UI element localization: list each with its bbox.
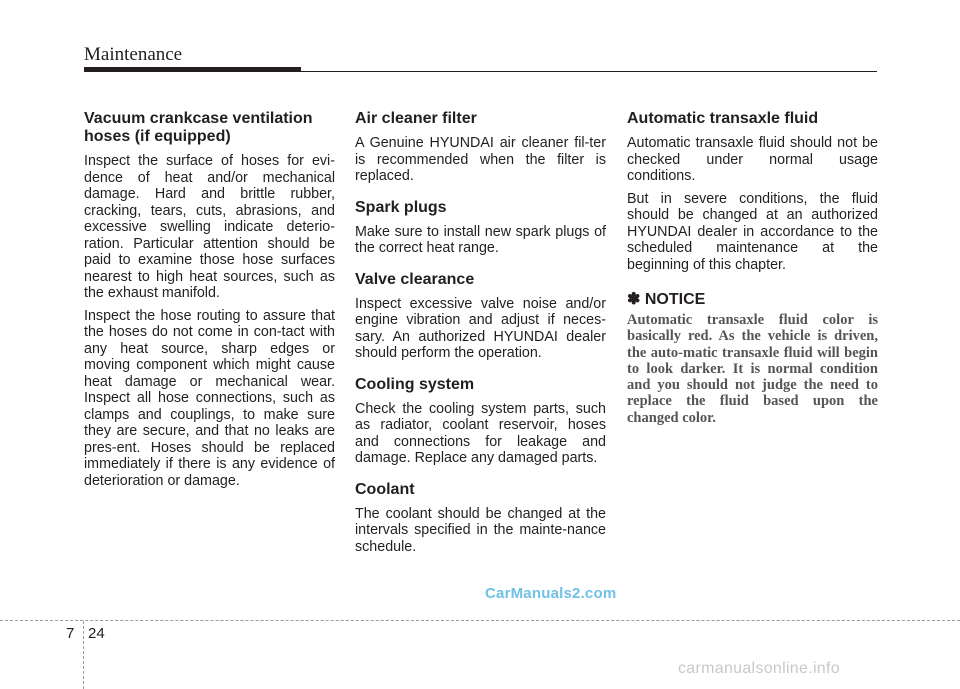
column-middle: [355, 110, 606, 561]
footer-divider: [0, 620, 960, 621]
paragraph: Make sure to install new spark plugs of the correct heat range.: [355, 223, 606, 256]
section-heading-air-cleaner: Air cleaner filter: [355, 110, 477, 127]
section-heading-cooling-system: Cooling system: [355, 375, 475, 393]
paragraph: A Genuine HYUNDAI air cleaner fil-ter is recommended when the filter is replaced.: [355, 135, 606, 184]
paragraph: Inspect excessive valve noise and/or engine vibration and adjust if neces-sary. An authorized HYUNDAI dealer should perform the operation.: [355, 295, 606, 361]
section-heading-transaxle-fluid: Automatic transaxle fluid: [627, 110, 819, 127]
paragraph: Inspect the hose routing to assure that the hoses do not come in con-tact with any heat source, sharp edges or moving component which might cause heat damage or mechanical wear. Inspect all hose connections, such as clamps and couplings, to make sure they are secure, and that no leaks are pres-ent. Hoses should be replaced immediately if there is any evidence of deterioration or damage.: [84, 307, 335, 489]
paragraph: But in severe conditions, the fluid should be changed at an authorized HYUNDAI dealer in accordance to the scheduled maintenance at the beginning of this chapter.: [627, 190, 878, 273]
paragraph: Automatic transaxle fluid should not be checked under normal usage conditions.: [627, 135, 878, 184]
notice-star-icon: ✽: [627, 291, 641, 308]
footer-vertical-divider: [83, 621, 84, 689]
section-heading-spark-plugs: Spark plugs: [355, 198, 447, 216]
paragraph: Inspect the surface of hoses for evi-dence of heat and/or mechanical damage. Hard and brittle rubber, cracking, tears, cuts, abrasions, and excessive swelling indicate deterio-ration. Particular attention should be paid to examine those hose surfaces nearest to high heat sources, such as the exhaust manifold.: [84, 153, 335, 301]
notice-label: NOTICE: [644, 291, 706, 308]
section-heading-coolant: Coolant: [355, 480, 415, 498]
chapter-number: 7: [66, 625, 75, 642]
header-title: Maintenance: [84, 44, 183, 65]
watermark-carmanualsonline: carmanualsonline.info: [678, 660, 840, 677]
header-rule-thick: [84, 67, 301, 72]
section-heading-valve-clearance: Valve clearance: [355, 270, 475, 288]
header-rule-thin: [301, 71, 877, 72]
page-number: 24: [88, 625, 105, 642]
section-heading-vacuum-hoses: Vacuum crankcase ventilation hoses (if equipped): [84, 110, 313, 145]
column-right: [627, 110, 878, 426]
column-left: [84, 110, 335, 495]
paragraph: Check the cooling system parts, such as radiator, coolant reservoir, hoses and connections for leakage and damage. Replace any damaged parts.: [355, 400, 606, 466]
watermark-carmanuals2: CarManuals2.com: [485, 585, 617, 602]
paragraph: The coolant should be changed at the intervals specified in the mainte-nance schedule.: [355, 505, 606, 555]
notice-heading: [627, 289, 878, 309]
notice-text: Automatic transaxle fluid color is basically red. As the vehicle is driven, the auto-matic transaxle fluid will begin to look darker. It is normal condition and you should not judge the need to replace the fluid based upon the changed color.: [627, 312, 878, 426]
